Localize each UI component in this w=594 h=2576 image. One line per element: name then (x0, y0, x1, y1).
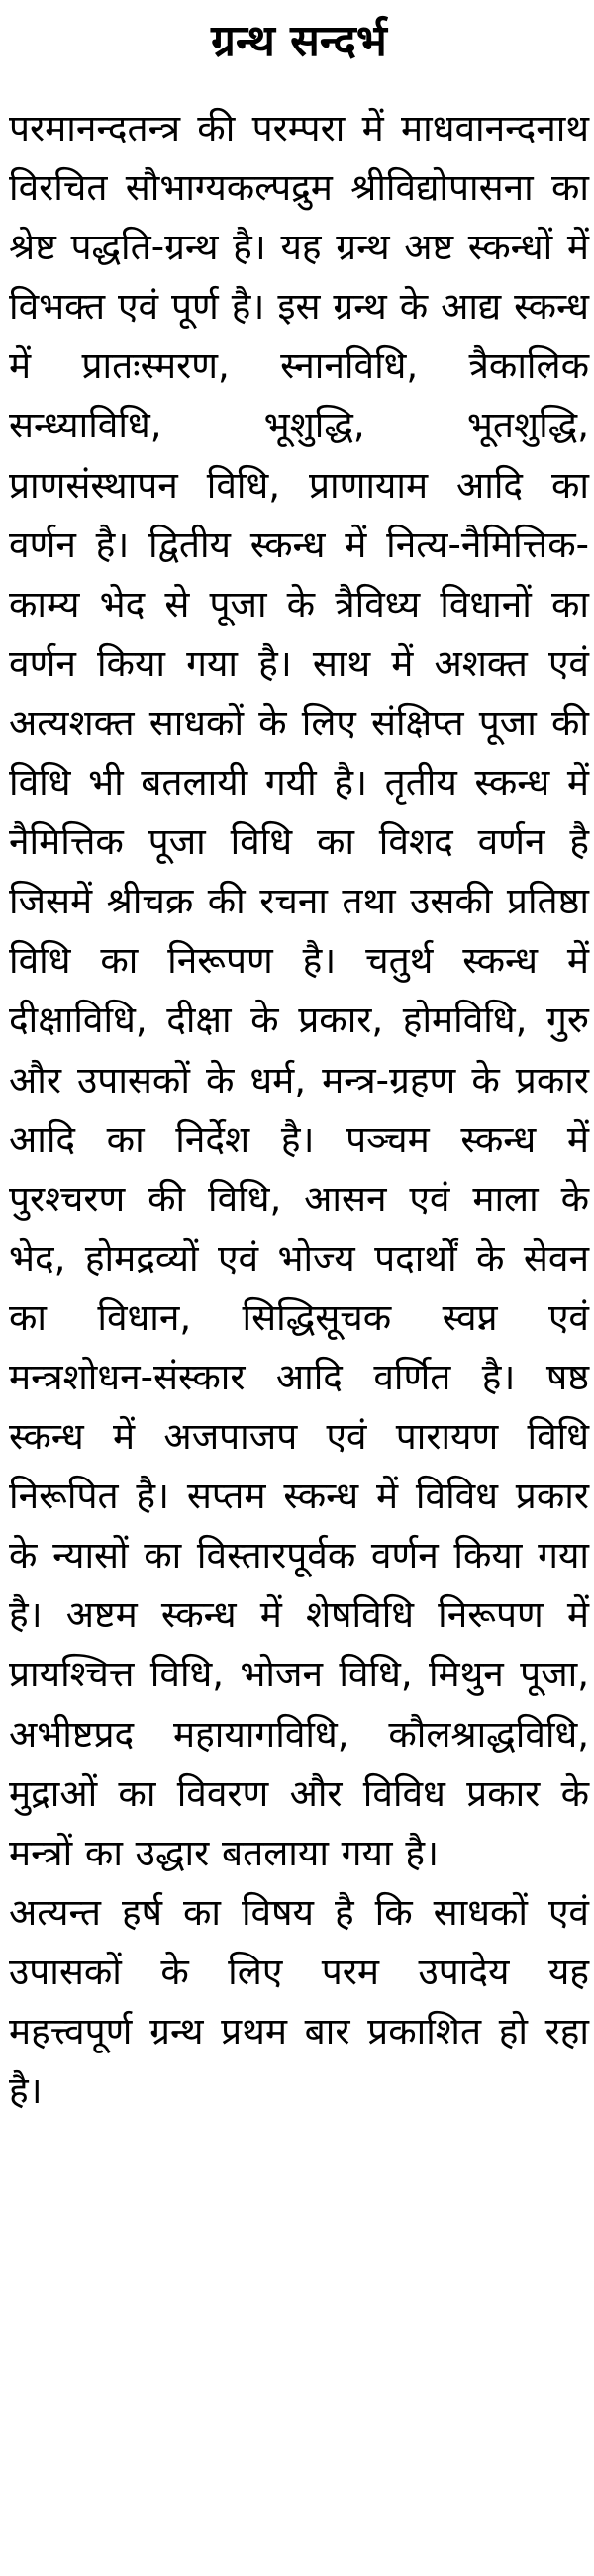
body-paragraph-1: परमानन्दतन्त्र की परम्परा में माधवानन्दनाथ विरचित सौभाग्यकल्पद्रुम श्रीविद्योपासना का श्रेष्ट पद्धति-ग्रन्थ है। यह ग्रन्थ अष्ट स्कन्धों में विभक्त एवं पूर्ण है। इस ग्रन्थ के आद्य स्कन्ध में प्रातःस्मरण, स्नानविधि, त्रैकालिक सन्ध्याविधि, भूशुद्धि, भूतशुद्धि, प्राणसंस्थापन विधि, प्राणायाम आदि का वर्णन है। द्वितीय स्कन्ध में नित्य-नैमित्तिक-काम्य भेद से पूजा के त्रैविध्य विधानों का वर्णन किया गया है। साथ में अशक्त एवं अत्यशक्त साधकों के लिए संक्षिप्त पूजा की विधि भी बतलायी गयी है। तृतीय स्कन्ध में नैमित्तिक पूजा विधि का विशद वर्णन है जिसमें श्रीचक्र की रचना तथा उसकी प्रतिष्ठा विधि का निरूपण है। चतुर्थ स्कन्ध में दीक्षाविधि, दीक्षा के प्रकार, होमविधि, गुरु और उपासकों के धर्म, मन्त्र-ग्रहण के प्रकार आदि का निर्देश है। पञ्चम स्कन्ध में पुरश्चरण की विधि, आसन एवं माला के भेद, होमद्रव्यों एवं भोज्य पदार्थों के सेवन का विधान, सिद्धिसूचक स्वप्न एवं मन्त्रशोधन-संस्कार आदि वर्णित है। षष्ठ स्कन्ध में अजपाजप एवं पारायण विधि निरूपित है। सप्तम स्कन्ध में विविध प्रकार के न्यासों का विस्तारपूर्वक वर्णन किया गया है। अष्टम स्कन्ध में शेषविधि निरूपण में प्रायश्चित्त विधि, भोजन विधि, मिथुन पूजा, अभीष्टप्रद महायागविधि, कौलश्राद्धविधि, मुद्राओं का विवरण और विविध प्रकार के मन्त्रों का उद्धार बतलाया गया है। (9, 107, 589, 1874)
body-paragraph-2: अत्यन्त हर्ष का विषय है कि साधकों एवं उपासकों के लिए परम उपादेय यह महत्त्वपूर्ण ग्रन्थ प्रथम बार प्रकाशित हो रहा है। (9, 1890, 589, 2113)
page-title: ग्रन्थ सन्दर्भ (211, 16, 387, 66)
